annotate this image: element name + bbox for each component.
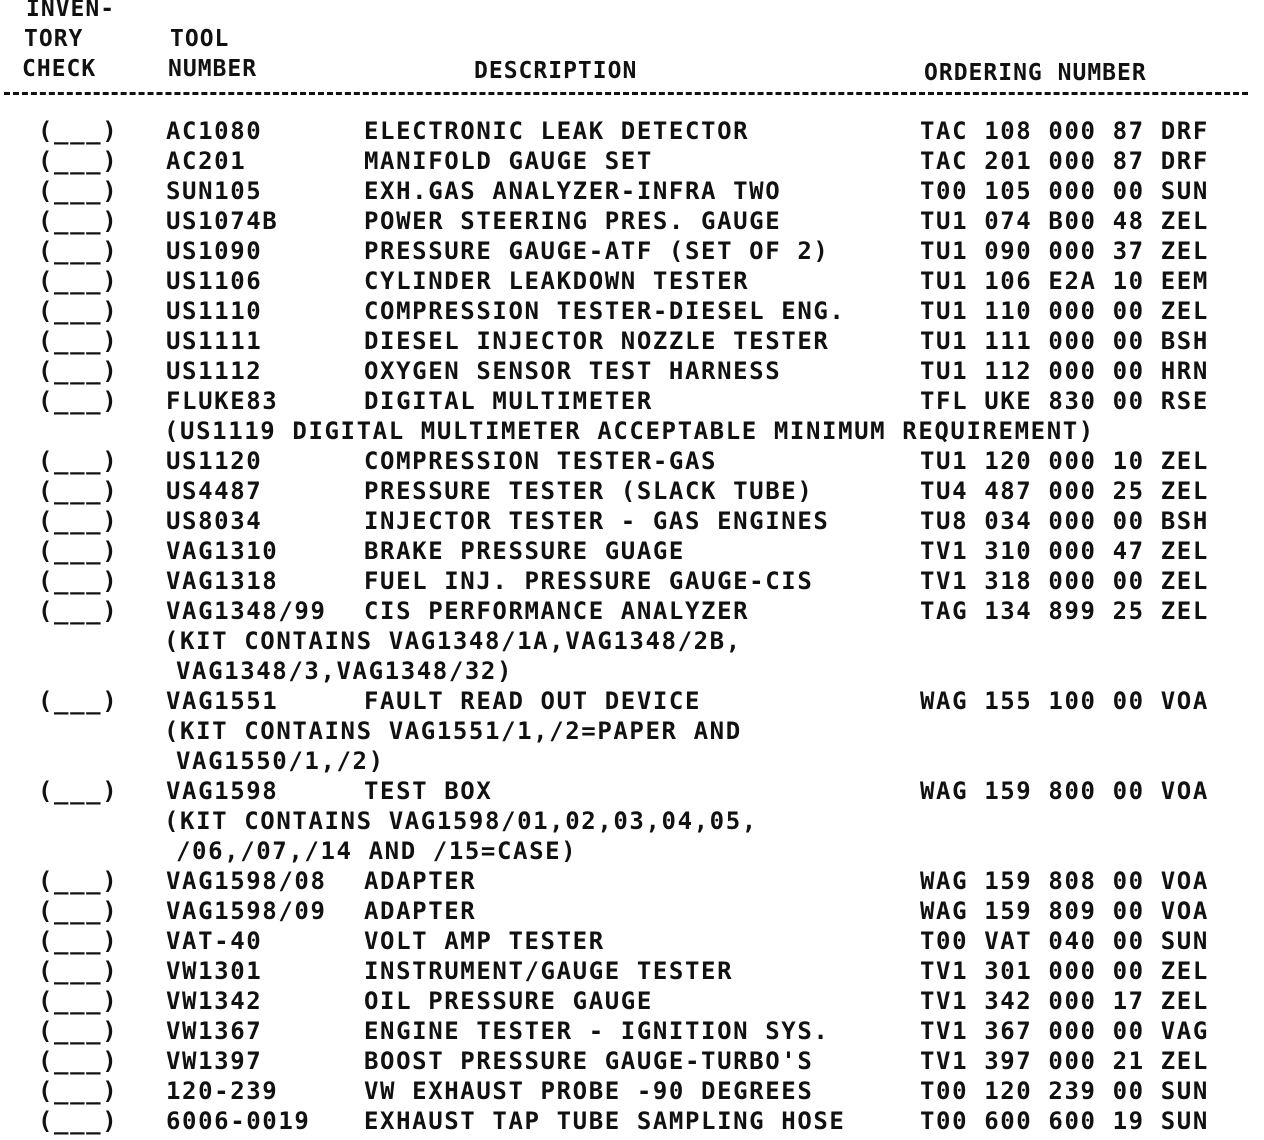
tool-number: VW1397	[166, 1047, 263, 1075]
header-tool-line-1: TOOL	[170, 26, 230, 52]
ordering-number: TV1 397 000 21 ZEL	[920, 1047, 1209, 1075]
tool-row	[0, 1046, 1264, 1076]
inventory-checkbox[interactable]: (___)	[38, 897, 119, 925]
inventory-checkbox[interactable]: (___)	[38, 147, 119, 175]
ordering-number: TAC 201 000 87 DRF	[920, 147, 1209, 175]
inventory-checkbox[interactable]: (___)	[38, 927, 119, 955]
inventory-checkbox[interactable]: (___)	[38, 1047, 119, 1075]
inventory-checkbox[interactable]: (___)	[38, 447, 119, 475]
ordering-number: WAG 159 809 00 VOA	[920, 897, 1209, 925]
ordering-number: TU1 106 E2A 10 EEM	[920, 267, 1209, 295]
tool-number: US1090	[166, 237, 263, 265]
tool-row	[0, 926, 1264, 956]
tool-description: OXYGEN SENSOR TEST HARNESS	[364, 357, 782, 385]
ordering-number: TU1 112 000 00 HRN	[920, 357, 1209, 385]
tool-number: FLUKE83	[166, 387, 279, 415]
ordering-number: TU1 120 000 10 ZEL	[920, 447, 1209, 475]
tool-row	[0, 296, 1264, 326]
header-divider	[4, 92, 1248, 95]
header-tool-line-2: NUMBER	[168, 56, 258, 82]
kit-note-continued: /06,/07,/14 AND /15=CASE)	[176, 837, 578, 865]
tool-number: VW1342	[166, 987, 263, 1015]
kit-note-row	[0, 836, 1264, 866]
tool-description: COMPRESSION TESTER-DIESEL ENG.	[364, 297, 846, 325]
tool-description: COMPRESSION TESTER-GAS	[364, 447, 718, 475]
tool-description: ADAPTER	[364, 867, 477, 895]
tool-row	[0, 536, 1264, 566]
inventory-checkbox[interactable]: (___)	[38, 387, 119, 415]
tool-number: US1074B	[166, 207, 279, 235]
tool-description: MANIFOLD GAUGE SET	[364, 147, 653, 175]
kit-note-row	[0, 806, 1264, 836]
tool-description: POWER STEERING PRES. GAUGE	[364, 207, 782, 235]
ordering-number: T00 600 600 19 SUN	[920, 1107, 1209, 1135]
ordering-number: TU1 111 000 00 BSH	[920, 327, 1209, 355]
tool-row	[0, 566, 1264, 596]
tool-description: ELECTRONIC LEAK DETECTOR	[364, 117, 750, 145]
tool-description: EXHAUST TAP TUBE SAMPLING HOSE	[364, 1107, 846, 1135]
ordering-number: TV1 318 000 00 ZEL	[920, 567, 1209, 595]
tool-number: US1110	[166, 297, 263, 325]
ordering-number: T00 120 239 00 SUN	[920, 1077, 1209, 1105]
tool-row	[0, 596, 1264, 626]
ordering-number: TV1 367 000 00 VAG	[920, 1017, 1209, 1045]
tool-number: US1120	[166, 447, 263, 475]
ordering-number: WAG 155 100 00 VOA	[920, 687, 1209, 715]
tool-number: AC1080	[166, 117, 263, 145]
ordering-number: TFL UKE 830 00 RSE	[920, 387, 1209, 415]
inventory-checkbox[interactable]: (___)	[38, 237, 119, 265]
inventory-checkbox[interactable]: (___)	[38, 177, 119, 205]
header-inventory-line-3: CHECK	[22, 56, 97, 82]
tool-description: ENGINE TESTER - IGNITION SYS.	[364, 1017, 830, 1045]
inventory-checkbox[interactable]: (___)	[38, 867, 119, 895]
tool-description: FUEL INJ. PRESSURE GAUGE-CIS	[364, 567, 814, 595]
tool-description: VOLT AMP TESTER	[364, 927, 605, 955]
ordering-number: TU1 110 000 00 ZEL	[920, 297, 1209, 325]
ordering-number: TU4 487 000 25 ZEL	[920, 477, 1209, 505]
inventory-checkbox[interactable]: (___)	[38, 1107, 119, 1135]
tool-number: VAG1598/08	[166, 867, 327, 895]
tool-number: AC201	[166, 147, 247, 175]
kit-note-row	[0, 656, 1264, 686]
inventory-checkbox[interactable]: (___)	[38, 297, 119, 325]
tool-description: VW EXHAUST PROBE -90 DEGREES	[364, 1077, 814, 1105]
tool-number: US1112	[166, 357, 263, 385]
tool-number: VW1301	[166, 957, 263, 985]
tool-row	[0, 1076, 1264, 1106]
tool-row	[0, 956, 1264, 986]
inventory-checkbox[interactable]: (___)	[38, 117, 119, 145]
tool-description: DIESEL INJECTOR NOZZLE TESTER	[364, 327, 830, 355]
tool-number: VAG1551	[166, 687, 279, 715]
ordering-number: TV1 310 000 47 ZEL	[920, 537, 1209, 565]
tool-row	[0, 686, 1264, 716]
ordering-number: TU1 074 B00 48 ZEL	[920, 207, 1209, 235]
inventory-checkbox[interactable]: (___)	[38, 567, 119, 595]
kit-note-row	[0, 746, 1264, 776]
kit-note: (US1119 DIGITAL MULTIMETER ACCEPTABLE MINIMUM REQUIREMENT)	[164, 417, 1095, 445]
tool-number: VAG1598/09	[166, 897, 327, 925]
inventory-checkbox[interactable]: (___)	[38, 987, 119, 1015]
tool-number: VAG1598	[166, 777, 279, 805]
inventory-checkbox[interactable]: (___)	[38, 267, 119, 295]
header-inventory-line-2: TORY	[24, 26, 84, 52]
tool-row	[0, 266, 1264, 296]
inventory-checkbox[interactable]: (___)	[38, 1077, 119, 1105]
tool-description: DIGITAL MULTIMETER	[364, 387, 653, 415]
kit-note-continued: VAG1348/3,VAG1348/32)	[176, 657, 514, 685]
kit-note-continued: VAG1550/1,/2)	[176, 747, 385, 775]
tool-row	[0, 776, 1264, 806]
inventory-checkbox[interactable]: (___)	[38, 507, 119, 535]
inventory-checkbox[interactable]: (___)	[38, 477, 119, 505]
tool-description: INSTRUMENT/GAUGE TESTER	[364, 957, 734, 985]
tool-row	[0, 146, 1264, 176]
tool-number: VAG1348/99	[166, 597, 327, 625]
kit-note-row	[0, 416, 1264, 446]
ordering-number: TAC 108 000 87 DRF	[920, 117, 1209, 145]
tool-row	[0, 356, 1264, 386]
header-ordering-number: ORDERING NUMBER	[924, 60, 1147, 86]
kit-note: (KIT CONTAINS VAG1598/01,02,03,04,05,	[164, 807, 758, 835]
tool-number: US1111	[166, 327, 263, 355]
ordering-number: TU8 034 000 00 BSH	[920, 507, 1209, 535]
tool-row	[0, 176, 1264, 206]
tool-row	[0, 116, 1264, 146]
tool-description: EXH.GAS ANALYZER-INFRA TWO	[364, 177, 782, 205]
tool-description: OIL PRESSURE GAUGE	[364, 987, 653, 1015]
ordering-number: T00 VAT 040 00 SUN	[920, 927, 1209, 955]
tool-row	[0, 896, 1264, 926]
tool-row	[0, 386, 1264, 416]
tool-description: BRAKE PRESSURE GUAGE	[364, 537, 685, 565]
inventory-checkbox[interactable]: (___)	[38, 357, 119, 385]
tool-number: VAG1318	[166, 567, 279, 595]
ordering-number: TAG 134 899 25 ZEL	[920, 597, 1209, 625]
tool-row	[0, 866, 1264, 896]
tool-row	[0, 1106, 1264, 1136]
tool-row	[0, 986, 1264, 1016]
tool-number: SUN105	[166, 177, 263, 205]
header-description: DESCRIPTION	[474, 58, 638, 84]
tool-description: PRESSURE GAUGE-ATF (SET OF 2)	[364, 237, 830, 265]
kit-note: (KIT CONTAINS VAG1348/1A,VAG1348/2B,	[164, 627, 742, 655]
tool-description: FAULT READ OUT DEVICE	[364, 687, 702, 715]
inventory-checkbox[interactable]: (___)	[38, 957, 119, 985]
inventory-checkbox[interactable]: (___)	[38, 687, 119, 715]
tool-number: US8034	[166, 507, 263, 535]
tool-number: US4487	[166, 477, 263, 505]
tool-row	[0, 326, 1264, 356]
inventory-checkbox[interactable]: (___)	[38, 597, 119, 625]
tool-number: US1106	[166, 267, 263, 295]
inventory-checkbox[interactable]: (___)	[38, 327, 119, 355]
kit-note-row	[0, 626, 1264, 656]
tool-description: INJECTOR TESTER - GAS ENGINES	[364, 507, 830, 535]
tool-row	[0, 476, 1264, 506]
tool-number: VAT-40	[166, 927, 263, 955]
tool-row	[0, 506, 1264, 536]
tool-number: VAG1310	[166, 537, 279, 565]
tool-row	[0, 446, 1264, 476]
tool-description: CIS PERFORMANCE ANALYZER	[364, 597, 750, 625]
tool-description: CYLINDER LEAKDOWN TESTER	[364, 267, 750, 295]
tool-row	[0, 236, 1264, 266]
tool-row	[0, 206, 1264, 236]
ordering-number: TV1 342 000 17 ZEL	[920, 987, 1209, 1015]
tool-number: VW1367	[166, 1017, 263, 1045]
kit-note-row	[0, 716, 1264, 746]
inventory-checkbox[interactable]: (___)	[38, 207, 119, 235]
kit-note: (KIT CONTAINS VAG1551/1,/2=PAPER AND	[164, 717, 742, 745]
inventory-checkbox[interactable]: (___)	[38, 777, 119, 805]
ordering-number: TU1 090 000 37 ZEL	[920, 237, 1209, 265]
tool-description: BOOST PRESSURE GAUGE-TURBO'S	[364, 1047, 814, 1075]
header-inventory-line-1: INVEN-	[26, 0, 116, 22]
tool-number: 120-239	[166, 1077, 279, 1105]
tool-description: ADAPTER	[364, 897, 477, 925]
ordering-number: WAG 159 800 00 VOA	[920, 777, 1209, 805]
inventory-checkbox[interactable]: (___)	[38, 537, 119, 565]
inventory-checkbox[interactable]: (___)	[38, 1017, 119, 1045]
tool-list	[0, 116, 1264, 1136]
ordering-number: WAG 159 808 00 VOA	[920, 867, 1209, 895]
tool-row	[0, 1016, 1264, 1046]
tool-number: 6006-0019	[166, 1107, 311, 1135]
tool-description: TEST BOX	[364, 777, 493, 805]
ordering-number: T00 105 000 00 SUN	[920, 177, 1209, 205]
ordering-number: TV1 301 000 00 ZEL	[920, 957, 1209, 985]
tool-description: PRESSURE TESTER (SLACK TUBE)	[364, 477, 814, 505]
